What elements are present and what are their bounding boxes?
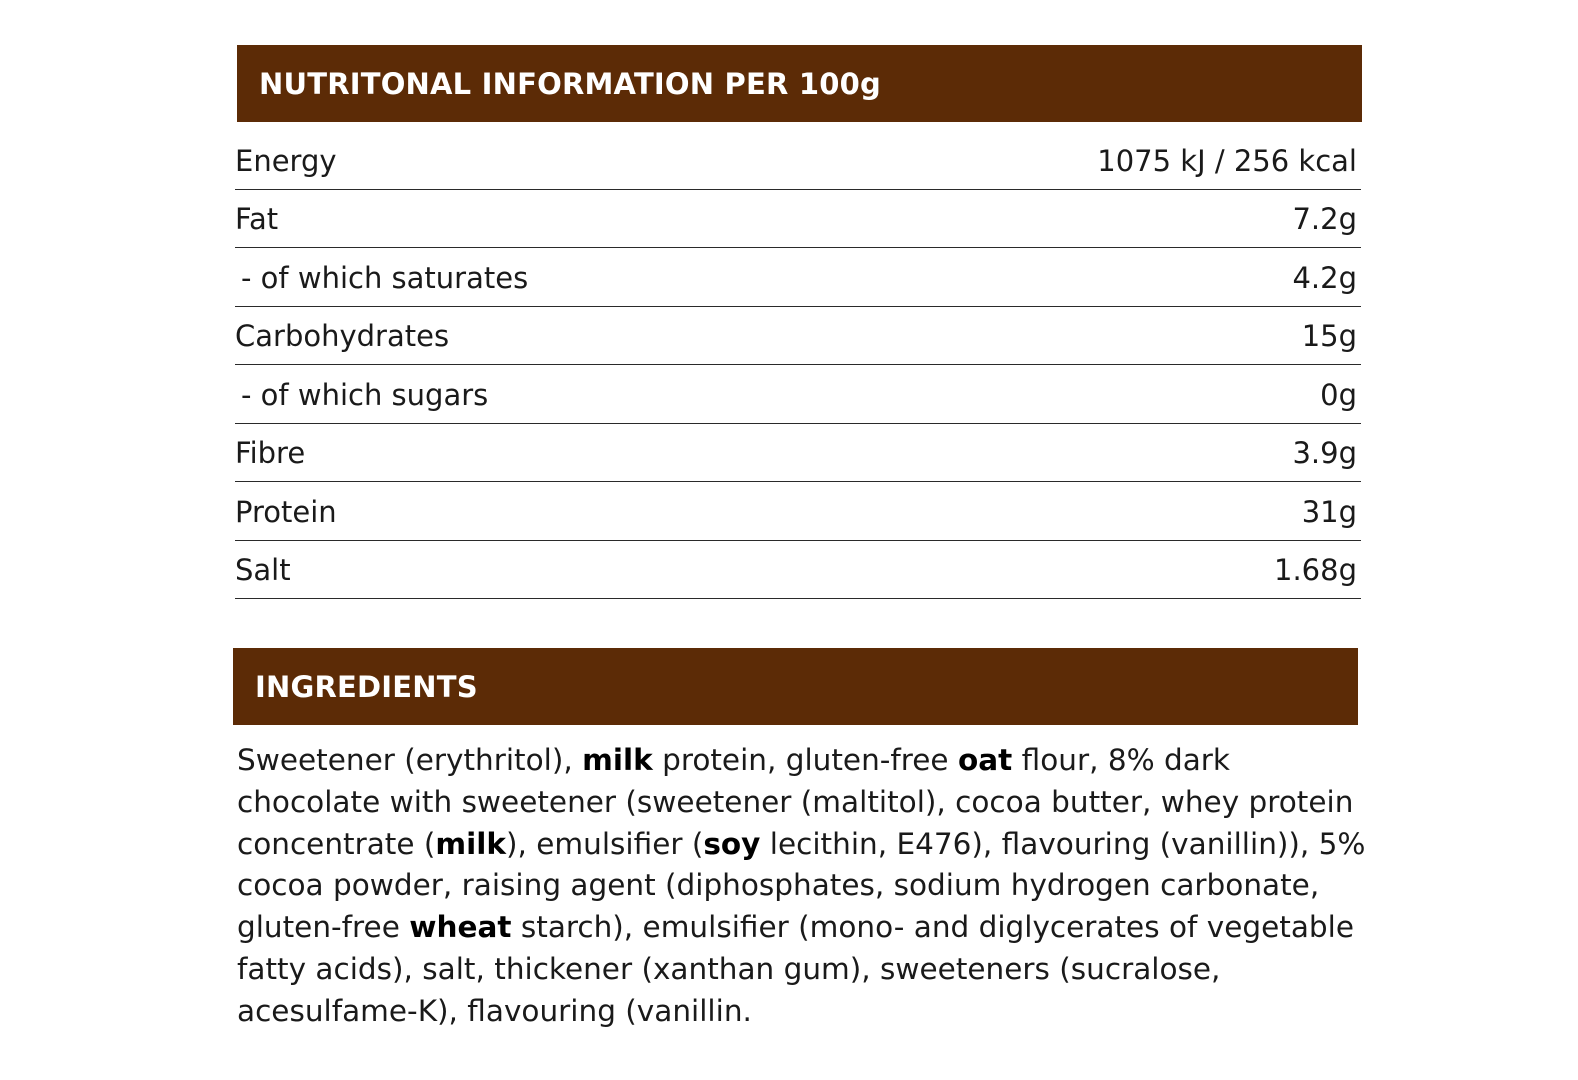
allergen-highlight: milk — [582, 743, 653, 777]
nutrition-row — [235, 424, 1361, 483]
nutrient-label: - of which sugars — [241, 377, 489, 412]
nutrient-value: 15g — [1301, 319, 1357, 354]
nutrient-label: Fat — [235, 202, 279, 237]
ingredients-text — [237, 740, 1372, 1033]
nutrient-value: 31g — [1301, 494, 1357, 529]
allergen-highlight: soy — [703, 826, 761, 861]
nutrient-label: Salt — [235, 553, 291, 588]
nutrition-row — [235, 365, 1361, 424]
nutrition-row — [235, 541, 1361, 600]
nutrition-row — [235, 482, 1361, 541]
ingredients-header — [233, 648, 1358, 725]
nutrient-label: - of which saturates — [241, 260, 529, 295]
nutrient-value: 1075 kJ / 256 kcal — [1097, 143, 1357, 178]
allergen-highlight: milk — [435, 826, 506, 861]
nutrient-value: 1.68g — [1274, 553, 1357, 588]
ingredient-text-segment: flour, 8% dark chocolate with sweetener (sweetener (maltitol), cocoa butter, whey protein concentrate ( — [237, 743, 1354, 861]
ingredient-text-segment: protein, gluten-free — [652, 743, 958, 777]
ingredient-text-segment: lecithin, E476), flavouring (vanillin)), 5% cocoa powder, raising agent (diphosphates, sodium hydrogen carbonate, gluten-free — [237, 826, 1366, 945]
nutrient-value: 0g — [1320, 377, 1357, 412]
nutrient-label: Carbohydrates — [235, 319, 450, 354]
nutrient-label: Energy — [235, 143, 337, 178]
nutrition-row — [235, 131, 1361, 190]
nutrient-label: Protein — [235, 494, 337, 529]
ingredient-text-segment: Sweetener (erythritol), — [237, 743, 583, 777]
ingredients-title: INGREDIENTS — [255, 669, 478, 704]
nutrient-value: 7.2g — [1292, 202, 1357, 237]
allergen-highlight: wheat — [409, 910, 512, 945]
ingredient-text-segment: ), emulsifier ( — [506, 826, 704, 861]
nutrient-value: 3.9g — [1292, 436, 1357, 471]
nutrition-title: NUTRITONAL INFORMATION PER 100g — [259, 66, 881, 101]
nutrition-header — [237, 45, 1362, 122]
nutrition-row — [235, 248, 1361, 307]
nutrition-table — [235, 131, 1361, 599]
allergen-highlight: oat — [957, 743, 1013, 777]
nutrient-label: Fibre — [235, 436, 306, 471]
nutrition-row — [235, 190, 1361, 249]
nutrition-row — [235, 307, 1361, 366]
ingredient-text-segment: starch), emulsifier (mono- and diglycerates of vegetable fatty acids), salt, thickener (xanthan gum), sweeteners (sucralose, acesulfame-K), flavouring (vanillin. — [237, 910, 1354, 1028]
nutrient-value: 4.2g — [1292, 260, 1357, 295]
